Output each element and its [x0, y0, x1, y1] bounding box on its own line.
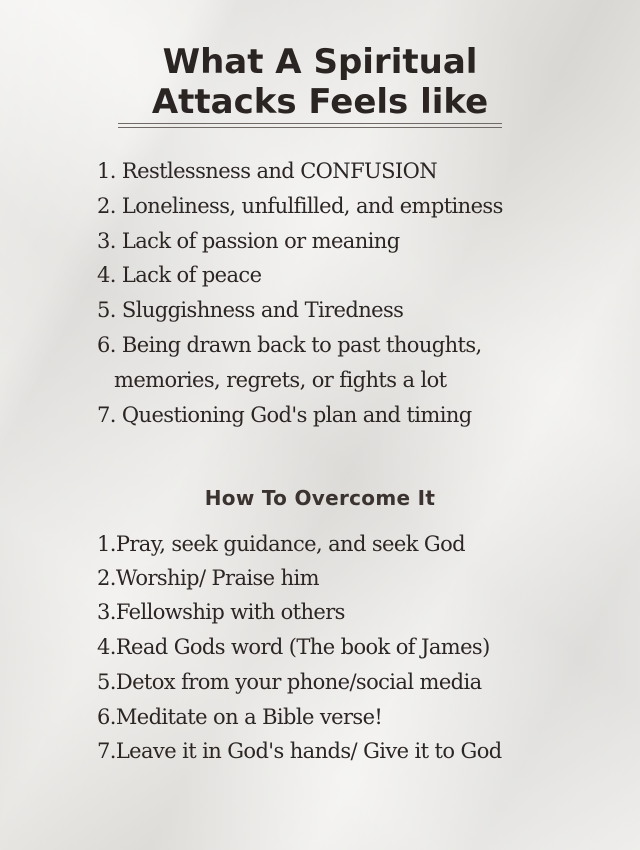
overcome-heading: How To Overcome It — [204, 486, 436, 510]
symptom-item-5: 5. Sluggishness and Tiredness — [97, 298, 404, 322]
symptom-item-1: 1. Restlessness and CONFUSION — [97, 159, 438, 183]
overcome-item-4: 4.Read Gods word (The book of James) — [97, 635, 490, 659]
title-underline-top — [118, 123, 502, 124]
overcome-item-3: 3.Fellowship with others — [97, 600, 345, 624]
overcome-item-5: 5.Detox from your phone/social media — [97, 670, 482, 694]
page-title-line-2: Attacks Feels like — [151, 82, 489, 122]
symptom-item-3: 3. Lack of passion or meaning — [97, 229, 400, 253]
symptom-item-2: 2. Loneliness, unfulfilled, and emptiness — [97, 194, 503, 218]
page-title-line-1: What A Spiritual — [162, 42, 478, 82]
symptom-item-6: 6. Being drawn back to past thoughts, — [97, 333, 482, 357]
symptom-item-6-continued: memories, regrets, or fights a lot — [114, 368, 447, 392]
title-underline-bottom — [118, 127, 502, 128]
overcome-item-6: 6.Meditate on a Bible verse! — [97, 705, 383, 729]
overcome-item-2: 2.Worship/ Praise him — [97, 566, 319, 590]
overcome-item-1: 1.Pray, seek guidance, and seek God — [97, 532, 465, 556]
overcome-item-7: 7.Leave it in God's hands/ Give it to God — [97, 739, 502, 763]
symptom-item-7: 7. Questioning God's plan and timing — [97, 403, 472, 427]
symptom-item-4: 4. Lack of peace — [97, 263, 262, 287]
